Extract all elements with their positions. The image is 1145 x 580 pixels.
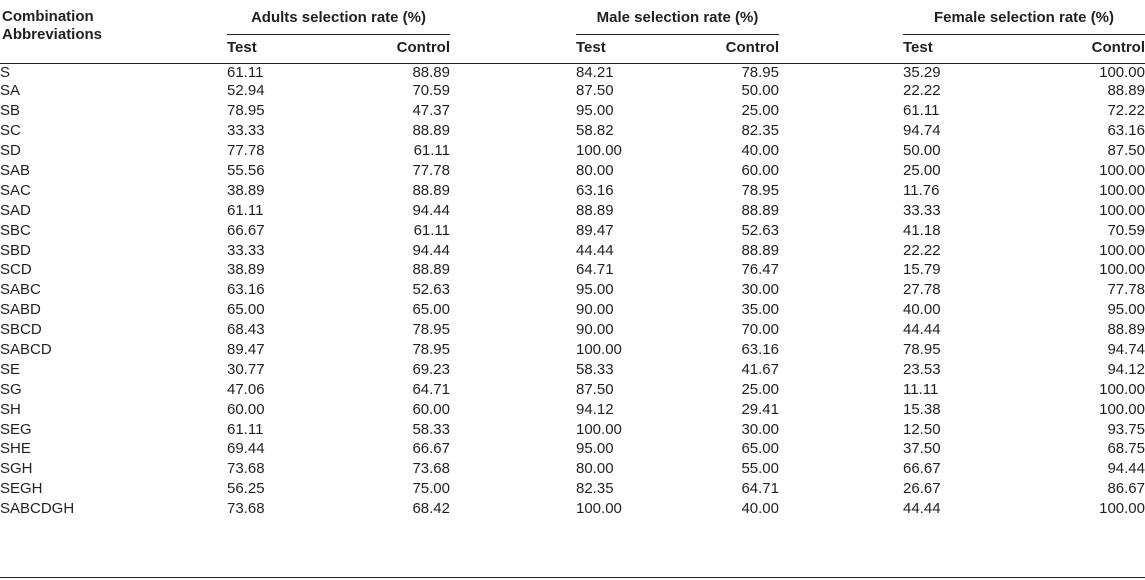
female-test-value: 22.22 [903,82,941,100]
adults-control-value: 58.33 [412,420,450,438]
caption-line-1: Combination [2,8,94,25]
adults-test-value: 55.56 [227,162,265,179]
adults-control-value: 52.63 [412,281,450,299]
male-test-value: 90.00 [576,301,614,319]
male-control-value: 30.00 [741,281,779,299]
table-header [0,0,1145,60]
female-control-value: 88.89 [1107,82,1145,100]
column-gap [450,280,576,300]
male-test-value: 95.00 [576,102,614,120]
male-control-value: 40.00 [741,500,779,518]
male-control-value: 88.89 [741,201,779,219]
combination-label: SE [0,360,21,378]
combination-label: SBD [0,241,31,259]
adults-control-value: 70.59 [412,82,450,100]
table-row [0,320,1145,340]
table-row [0,81,1145,101]
table-row [0,280,1145,300]
column-gap [779,479,903,499]
female-test-value: 66.67 [903,460,941,478]
column-gap [450,419,576,439]
adults-control-value: 78.95 [412,321,450,339]
column-gap [779,260,903,280]
female-test-header: Test [903,39,933,56]
combination-label: SGH [0,460,33,478]
male-test-value: 80.00 [576,162,614,179]
adults-test-value: 30.77 [227,360,265,378]
adults-control-value: 61.11 [413,142,450,160]
table-row [0,379,1145,399]
adults-control-value: 94.44 [412,241,450,259]
combination-label: SAD [0,201,31,219]
adults-test-value: 73.68 [227,500,265,518]
combination-label: SBC [0,221,31,239]
female-control-value: 100.00 [1099,380,1145,398]
column-gap [779,81,903,101]
adults-control-value: 78.95 [412,341,450,359]
adults-control-value: 65.00 [412,301,450,319]
table-row [0,180,1145,200]
female-test-value: 41.18 [903,221,941,239]
male-control-value: 64.71 [741,480,779,498]
male-control-value: 55.00 [741,460,779,478]
female-test-value: 33.33 [903,201,941,219]
female-control-value: 95.00 [1107,301,1145,319]
header-divider [0,63,1145,64]
column-gap [450,121,576,141]
table-row [0,459,1145,479]
male-control-value: 30.00 [741,420,779,438]
table-row [0,161,1145,181]
female-control-value: 94.74 [1107,341,1145,359]
male-control-value: 78.95 [741,64,779,81]
combination-label: SABC [0,281,41,299]
column-gap [450,141,576,161]
male-control-value: 70.00 [741,321,779,339]
male-test-value: 80.00 [576,460,614,478]
combination-label: SEG [0,420,32,438]
adults-group-header: Adults selection rate (%) [227,0,450,35]
adults-test-value: 68.43 [227,321,265,339]
combination-label: SB [0,102,21,120]
column-gap [779,419,903,439]
female-test-value: 11.11 [903,380,939,398]
column-gap [450,379,576,399]
column-gap [450,479,576,499]
male-control-value: 41.67 [741,360,779,378]
column-gap [450,101,576,121]
male-control-value: 35.00 [741,301,779,319]
column-gap [779,220,903,240]
male-test-value: 95.00 [576,281,614,299]
adults-control-value: 88.89 [412,122,450,140]
table-row [0,399,1145,419]
adults-control-value: 61.11 [413,221,450,239]
male-control-value: 60.00 [741,162,779,179]
female-test-value: 44.44 [903,321,941,339]
male-test-value: 100.00 [576,500,622,518]
combination-label: SCD [0,261,32,279]
adults-test-value: 33.33 [227,241,265,259]
column-gap [450,200,576,220]
adults-test-value: 38.89 [227,261,265,279]
male-test-value: 100.00 [576,142,622,160]
male-control-value: 88.89 [741,241,779,259]
female-control-value: 100.00 [1099,201,1145,219]
table-row [0,141,1145,161]
male-test-value: 89.47 [576,221,614,239]
table-row [0,439,1145,459]
column-gap [779,101,903,121]
adults-control-header: Control [396,39,450,56]
combination-label: SABD [0,301,41,319]
male-test-value: 58.82 [576,122,614,140]
combination-label: SD [0,142,21,160]
female-test-value: 78.95 [903,341,941,359]
column-gap [779,141,903,161]
adults-control-value: 68.42 [412,500,450,518]
male-control-value: 76.47 [741,261,779,279]
female-test-value: 35.29 [903,64,941,81]
column-gap [450,300,576,320]
column-gap [450,81,576,101]
female-test-value: 12.50 [903,420,941,438]
adults-control-value: 73.68 [412,460,450,478]
column-gap [450,260,576,280]
combination-label: SABCDGH [0,500,75,518]
female-control-value: 87.50 [1107,142,1145,160]
male-control-value: 82.35 [741,122,779,140]
column-gap [450,399,576,419]
female-test-value: 11.76 [903,181,940,199]
female-control-value: 100.00 [1099,162,1145,179]
female-test-value: 37.50 [903,440,941,458]
adults-test-value: 47.06 [227,380,265,398]
column-gap [450,161,576,181]
combination-abbreviations-header [0,0,227,60]
adults-test-value: 65.00 [227,301,265,319]
adults-test-value: 33.33 [227,122,265,140]
table-row [0,101,1145,121]
female-test-value: 23.53 [903,360,941,378]
combination-label: SG [0,380,22,398]
adults-control-value: 60.00 [412,400,450,418]
male-test-value: 100.00 [576,341,622,359]
male-test-value: 63.16 [576,181,614,199]
column-gap [450,459,576,479]
adults-control-value: 69.23 [412,360,450,378]
male-control-value: 40.00 [741,142,779,160]
combination-label: SBCD [0,321,42,339]
male-test-value: 88.89 [576,201,614,219]
adults-test-value: 63.16 [227,281,265,299]
male-test-value: 64.71 [576,261,614,279]
male-test-value: 90.00 [576,321,614,339]
adults-test-value: 78.95 [227,102,265,120]
adults-control-value: 88.89 [412,261,450,279]
adults-test-value: 89.47 [227,341,265,359]
adults-test-value: 61.11 [227,64,264,81]
female-control-value: 100.00 [1099,241,1145,259]
combination-label: SABCD [0,341,52,359]
adults-control-value: 47.37 [412,102,450,120]
combination-label: SC [0,122,21,140]
column-gap [450,240,576,260]
female-control-value: 94.44 [1107,460,1145,478]
table-row [0,300,1145,320]
male-test-value: 87.50 [576,82,614,100]
male-test-value: 94.12 [576,400,614,418]
female-control-header: Control [1091,39,1145,56]
female-control-value: 77.78 [1107,281,1145,299]
table-row [0,419,1145,439]
column-gap [450,359,576,379]
column-gap [779,300,903,320]
column-gap [779,379,903,399]
table-body [0,60,1145,519]
column-gap [779,320,903,340]
combination-label: SA [0,82,21,100]
male-test-value: 84.21 [576,64,614,81]
adults-test-value: 77.78 [227,142,265,160]
column-gap [779,180,903,200]
table-row [0,479,1145,499]
male-test-value: 44.44 [576,241,614,259]
female-test-value: 61.11 [903,102,940,120]
column-gap [450,499,576,519]
adults-control-value: 77.78 [412,162,450,179]
female-test-value: 26.67 [903,480,941,498]
column-gap [779,459,903,479]
adults-control-value: 75.00 [412,480,450,498]
adults-test-value: 73.68 [227,460,265,478]
female-control-value: 100.00 [1099,400,1145,418]
adults-test-value: 52.94 [227,82,265,100]
female-test-value: 44.44 [903,500,941,518]
female-control-value: 93.75 [1107,420,1145,438]
female-group-header: Female selection rate (%) [903,0,1145,35]
female-control-value: 100.00 [1099,500,1145,518]
adults-control-value: 64.71 [412,380,450,398]
column-gap [779,359,903,379]
male-control-value: 52.63 [741,221,779,239]
female-control-value: 100.00 [1099,181,1145,199]
combination-label: SHE [0,440,31,458]
table-row [0,260,1145,280]
adults-test-header: Test [227,39,257,56]
table-row [0,220,1145,240]
male-control-value: 65.00 [741,440,779,458]
female-control-value: 72.22 [1107,102,1145,120]
column-gap [450,320,576,340]
adults-test-value: 60.00 [227,400,265,418]
column-gap [450,180,576,200]
male-control-header: Control [725,39,779,56]
column-gap [779,240,903,260]
table-row [0,499,1145,519]
adults-control-value: 88.89 [412,64,450,81]
column-gap [779,399,903,419]
table-row [0,359,1145,379]
male-test-value: 95.00 [576,440,614,458]
male-control-value: 78.95 [741,181,779,199]
male-control-value: 29.41 [741,400,779,418]
female-test-value: 40.00 [903,301,941,319]
female-test-value: 94.74 [903,122,941,140]
female-test-value: 25.00 [903,162,941,179]
adults-control-value: 94.44 [412,201,450,219]
male-test-value: 87.50 [576,380,614,398]
combination-label: SEGH [0,480,43,498]
column-gap [779,499,903,519]
adults-control-value: 66.67 [412,440,450,458]
female-test-value: 50.00 [903,142,941,160]
female-test-value: 22.22 [903,241,941,259]
adults-test-value: 69.44 [227,440,265,458]
adults-test-value: 61.11 [227,201,264,219]
combination-label: SAC [0,181,31,199]
combination-label: S [0,64,11,81]
female-control-value: 68.75 [1107,440,1145,458]
column-gap [779,121,903,141]
female-control-value: 63.16 [1107,122,1145,140]
male-control-value: 63.16 [741,341,779,359]
column-gap [450,220,576,240]
female-test-value: 15.79 [903,261,941,279]
adults-test-value: 56.25 [227,480,265,498]
male-test-header: Test [576,39,606,56]
female-control-value: 86.67 [1107,480,1145,498]
male-test-value: 100.00 [576,420,622,438]
female-control-value: 88.89 [1107,321,1145,339]
column-gap [779,439,903,459]
adults-test-value: 66.67 [227,221,265,239]
male-group-header: Male selection rate (%) [576,0,779,35]
table-row [0,200,1145,220]
adults-control-value: 88.89 [412,181,450,199]
male-control-value: 50.00 [741,82,779,100]
female-control-value: 94.12 [1107,360,1145,378]
male-test-value: 82.35 [576,480,614,498]
table-row [0,240,1145,260]
caption-line-2: Abbreviations [2,26,103,43]
adults-test-value: 61.11 [227,420,264,438]
combination-label: SH [0,400,21,418]
column-gap [450,439,576,459]
combination-label: SAB [0,162,31,179]
male-test-value: 58.33 [576,360,614,378]
table-row [0,121,1145,141]
adults-test-value: 38.89 [227,181,265,199]
column-gap [779,280,903,300]
female-control-value: 100.00 [1099,64,1145,81]
female-test-value: 27.78 [903,281,941,299]
male-control-value: 25.00 [741,380,779,398]
table-row [0,340,1145,360]
table-bottom-rule [0,577,1145,578]
column-gap [450,340,576,360]
column-gap [779,200,903,220]
column-gap [779,340,903,360]
female-control-value: 100.00 [1099,261,1145,279]
female-test-value: 15.38 [903,400,941,418]
male-control-value: 25.00 [741,102,779,120]
column-gap [779,161,903,181]
female-control-value: 70.59 [1107,221,1145,239]
